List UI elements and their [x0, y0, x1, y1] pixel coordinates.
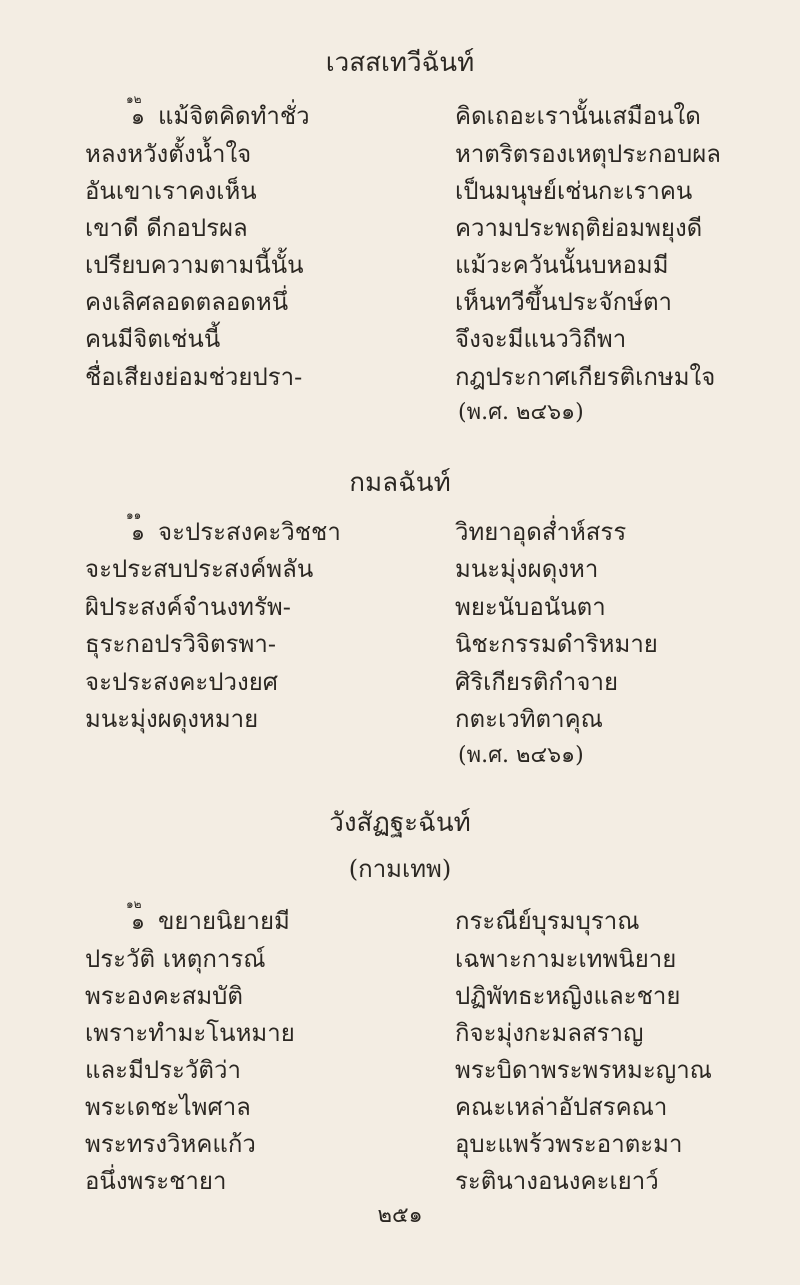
verse-line: คงเลิศลอดตลอดหนึ่ [85, 288, 289, 316]
verse-line: กิจะมุ่งกะมลสราญ [455, 1019, 644, 1047]
verse-line: กตะเวทิตาคุณ [455, 705, 603, 733]
verse-line: จะประสงคะปวงยศ [85, 668, 279, 696]
verse-line: พระบิดาพระพรหมะญาณ [455, 1056, 712, 1084]
verse-line: ระตินางอนงคะเยาว์ [455, 1167, 659, 1195]
verse-line: วิทยาอุดส่ำห์สรร [455, 518, 627, 546]
verse-line: ปฏิพัทธะหญิงและชาย [455, 982, 681, 1010]
year-note: (พ.ศ. ๒๔๖๑) [458, 743, 584, 768]
verse-line: ธุระกอปรวิจิตรพา- [85, 630, 276, 658]
verse-line: แม้จิตคิดทำชั่ว [158, 102, 310, 130]
verse-line: ความประพฤติย่อมพยุงดี [455, 214, 703, 242]
verse-line: กระณีย์บุรมบุราณ [455, 907, 640, 935]
verse-line: หลงหวังตั้งน้ำใจ [85, 140, 252, 168]
verse-line: และมีประวัติว่า [85, 1056, 241, 1084]
verse-line: อุบะแพร้วพระอาตะมา [455, 1130, 683, 1158]
verse-line: ศิริเกียรติกำจาย [455, 668, 619, 696]
meter-number: ๑๒ [126, 92, 142, 106]
verse-line: นิชะกรรมดำริหมาย [455, 630, 658, 658]
verse-line: เขาดี ดีกอปรผล [85, 214, 248, 242]
verse-line: จะประสงคะวิชชา [158, 518, 341, 546]
verse-line: คิดเถอะเรานั้นเสมือนใด [455, 102, 701, 130]
verse-line: จึงจะมีแนววิถีพา [455, 325, 627, 353]
verse-line: ชื่อเสียงย่อมช่วยปรา- [85, 363, 303, 391]
verse-line: พระองคะสมบัติ [85, 982, 243, 1010]
verse-line: ผิประสงค์จำนงทรัพ- [85, 593, 291, 621]
section-title: เวสสเทวีฉันท์ [325, 48, 475, 78]
verse-line: หาตริตรองเหตุประกอบผล [455, 140, 721, 168]
meter-number: ๑๑ [126, 508, 142, 522]
verse-line: พระทรงวิหคแก้ว [85, 1130, 256, 1158]
verse-line: คณะเหล่าอัปสรคณา [455, 1093, 668, 1121]
section-title: วังสัฏฐะฉันท์ [329, 808, 471, 838]
verse-line: แม้วะควันนั้นบหอมมี [455, 251, 669, 279]
stanza-bullet: ๑ [131, 910, 145, 935]
verse-line: เห็นทวีขึ้นประจักษ์ตา [455, 288, 673, 316]
stanza-bullet: ๑ [131, 105, 145, 130]
verse-line: จะประสบประสงค์พลัน [85, 555, 314, 583]
verse-line: กฎประกาศเกียรติเกษมใจ [455, 363, 716, 391]
meter-number: ๑๒ [126, 897, 142, 911]
verse-line: ขยายนิยายมี [158, 907, 290, 935]
verse-line: เป็นมนุษย์เช่นกะเราคน [455, 177, 693, 205]
verse-line: เพราะทำมะโนหมาย [85, 1019, 295, 1047]
verse-line: พยะนับอนันตา [455, 593, 606, 621]
stanza-bullet: ๑ [131, 521, 145, 546]
verse-line: พระเดชะไพศาล [85, 1093, 251, 1121]
verse-line: คนมีจิตเช่นนี้ [85, 325, 221, 353]
verse-line: มนะมุ่งผดุงหมาย [85, 705, 259, 733]
verse-line: เฉพาะกามะเทพนิยาย [455, 945, 677, 973]
verse-line: ประวัติ เหตุการณ์ [85, 945, 266, 973]
verse-line: เปรียบความตามนี้นั้น [85, 251, 304, 279]
section-subtitle: (กามเทพ) [348, 855, 452, 883]
section-title: กมลฉันท์ [349, 468, 451, 498]
verse-line: อนึ่งพระชายา [85, 1167, 227, 1195]
year-note: (พ.ศ. ๒๔๖๑) [458, 400, 584, 425]
verse-line: มนะมุ่งผดุงหา [455, 555, 599, 583]
page-number: ๒๕๑ [377, 1203, 423, 1228]
verse-line: อันเขาเราคงเห็น [85, 177, 257, 205]
